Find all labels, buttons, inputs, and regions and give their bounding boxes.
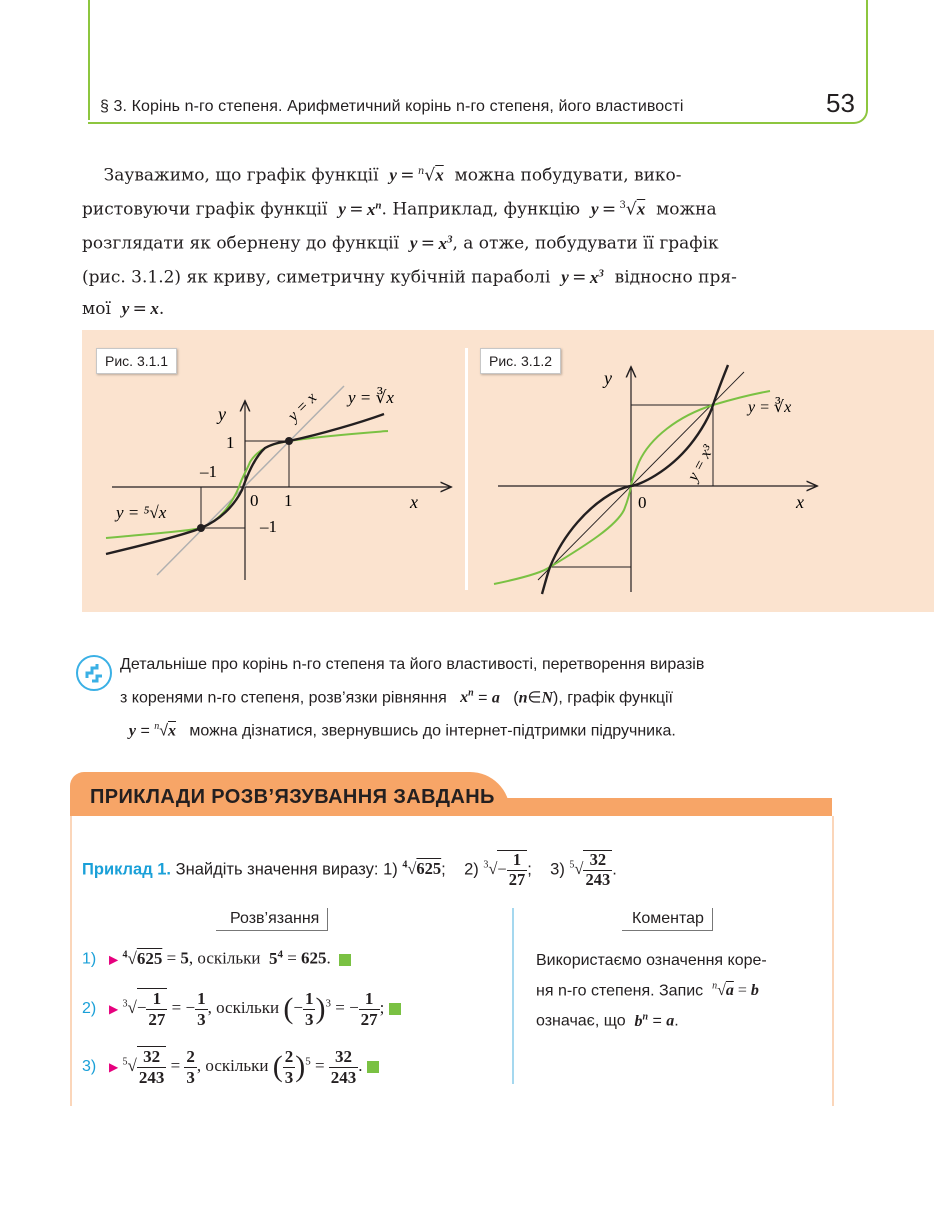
figure-label-3-1-2: Рис. 3.1.2 bbox=[480, 348, 561, 374]
label-cube-root: y = ∛x bbox=[748, 399, 792, 416]
solution-header: Розв’язання bbox=[216, 908, 328, 931]
internet-support-icon bbox=[76, 655, 112, 691]
tick-origin: 0 bbox=[638, 493, 647, 512]
solution-step-1: 1) ▶ $^4$√625 = 5, оскільки $5^4 = 625$. bbox=[82, 948, 351, 969]
header-left-rule bbox=[88, 0, 90, 120]
page-number: 53 bbox=[826, 88, 855, 118]
example-label: Приклад 1. bbox=[82, 860, 172, 879]
point-m1-m1 bbox=[197, 524, 205, 532]
comment-header: Коментар bbox=[622, 908, 713, 931]
column-divider bbox=[512, 908, 514, 1084]
tick-y-1: 1 bbox=[226, 433, 235, 452]
header-bottom-rule bbox=[88, 122, 823, 124]
tick-y-m1: –1 bbox=[260, 517, 277, 536]
curve-y-equals-x bbox=[157, 386, 344, 575]
example-1: Приклад 1. Знайдіть значення виразу: 1) $^4$√625; 2) $^3$√− $\frac{1}{27}$ ; 3) $^5$√ $\frac{32}{243}$ . bbox=[82, 850, 617, 889]
figure-label-3-1-1: Рис. 3.1.1 bbox=[96, 348, 177, 374]
end-marker bbox=[367, 1061, 379, 1073]
label-fifth-root: y = ⁵√x bbox=[116, 503, 167, 522]
label-cube-root: y = ∛x bbox=[348, 388, 394, 407]
label-cubic: y = x³ bbox=[684, 442, 718, 484]
running-header: § 3. Корінь n-го степеня. Арифметичний корінь n-го степеня, його властивості bbox=[100, 98, 684, 115]
y-axis-label: y bbox=[218, 404, 226, 424]
internet-support-note: Детальніше про корінь n-го степеня та його властивості, перетворення виразів з коренями n-го степеня, розв’язки рівняння $x^n = a$ (n∈N), графік функції y = $^n$√x можна дізнатися, звернувшись до інтернет-підтримки підручника. bbox=[120, 656, 705, 740]
section-title: ПРИКЛАДИ РОЗВ’ЯЗУВАННЯ ЗАВДАНЬ bbox=[90, 786, 495, 808]
point-1-1 bbox=[285, 437, 293, 445]
y-axis-label: y bbox=[604, 368, 612, 388]
tick-x-m1: –1 bbox=[200, 462, 217, 481]
comment-text: Використаємо означення коре- ня n-го степеня. Запис $^n$√a = b означає, що $b^n = a$. bbox=[536, 952, 767, 1030]
tick-origin: 0 bbox=[250, 491, 259, 510]
end-marker bbox=[339, 954, 351, 966]
x-axis-label: x bbox=[410, 492, 418, 512]
solution-step-2: 2) ▶ $^3$√− $\frac{1}{27}$ = − $\frac{1}{3}$ , оскільки (− $\frac{1}{3}$ )$^3$ = − $\frac{1}{27}$ ; bbox=[82, 988, 401, 1029]
curve-cube-root bbox=[494, 391, 770, 584]
tick-x-1: 1 bbox=[284, 491, 293, 510]
end-marker bbox=[389, 1003, 401, 1015]
solution-step-3: 3) ▶ $^5$√ $\frac{32}{243}$ = $\frac{2}{3}$ , оскільки ( $\frac{2}{3}$ )$^5$ = $\frac{32}{243}$ . bbox=[82, 1046, 379, 1087]
label-y-equals-x: y = x bbox=[284, 389, 321, 425]
x-axis-label: x bbox=[796, 492, 804, 512]
intro-paragraph: Зауважимо, що графік функції y = $^n$√x можна побудувати, вико- ристовуючи графік функції $y = x^n$. Наприклад, функцію y = $^3$√x можна розглядати як обернену до функції $y = x^3$, а отже, побудувати її графік (рис. 3.1.2) як криву, симетричну кубічній параболі $y = x^3$ відносно пря- мої y = x. bbox=[82, 165, 737, 319]
